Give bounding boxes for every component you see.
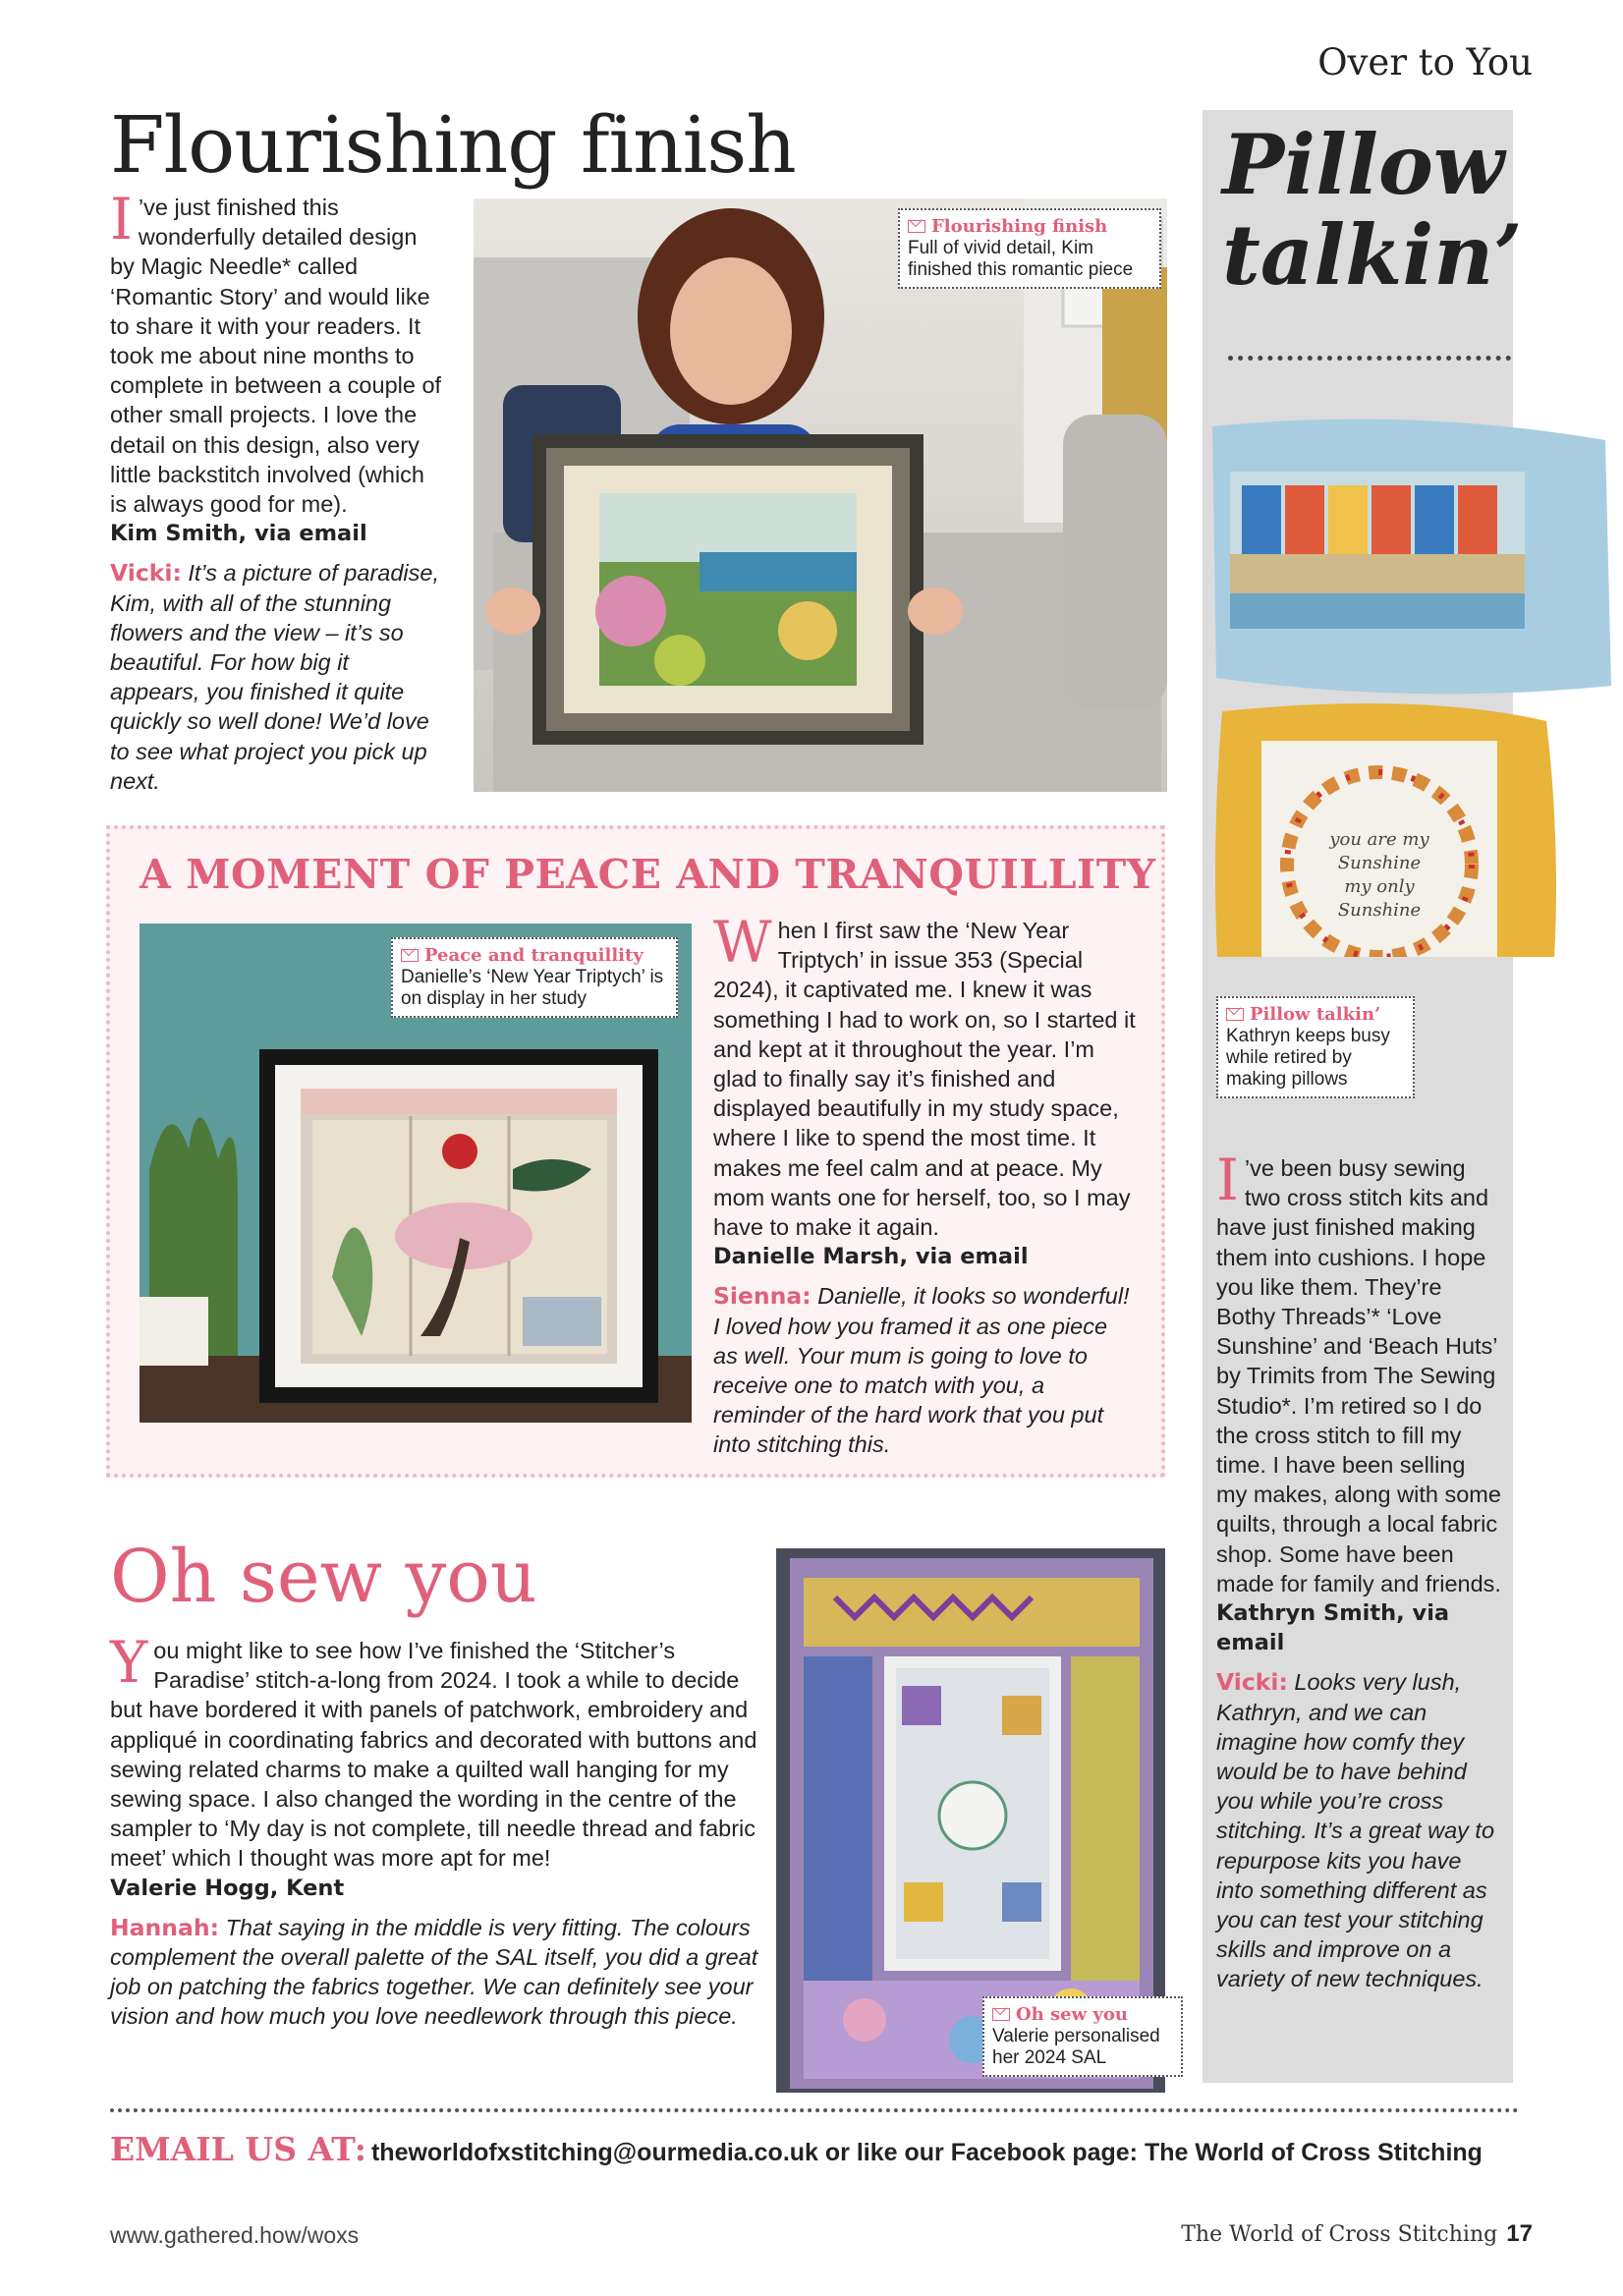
pillow-heading	[1222, 116, 1523, 304]
dropcap: I	[1216, 1147, 1239, 1213]
footer-url[interactable]: www.gathered.how/woxs	[110, 2222, 360, 2248]
magazine-title: The World of Cross Stitching	[1181, 2222, 1498, 2247]
caption-title: Oh sew you	[1016, 2004, 1128, 2025]
editor-reply	[713, 1281, 1136, 1459]
reply-name: Vicki:	[1216, 1668, 1288, 1697]
pillow-caption	[1216, 996, 1415, 1098]
dropcap: W	[713, 909, 772, 976]
reply-name: Hannah:	[110, 1913, 219, 1941]
cushion-text-line: Sunshine	[1337, 853, 1422, 873]
pillow-article	[1216, 1147, 1501, 1994]
peace-heading: A MOMENT OF PEACE AND TRANQUILLITY	[140, 851, 1156, 898]
letter-body: ou might like to see how I’ve finished the ‘Stitcher’s Paradise’ stitch-a-long from 2024. I took a while to decide but have bordered it with panels of patchwork, embroidery and appliqué in coordinating fabrics and decorated with buttons and sewing related charms to make a quilted wall hanging for my sewing space. I also changed the wording in the centre of the sampler to ‘My day is not complete, till needle thread and fabric meet’ which I thought was more apt for me!	[110, 1638, 757, 1872]
email-text[interactable]: theworldofxstitching@ourmedia.co.uk or like our Facebook page: The World of Cross Stitching	[370, 2139, 1483, 2166]
flourishing-heading: Flourishing finish	[110, 99, 796, 191]
caption-text: Full of vivid detail, Kim finished this romantic piece	[908, 238, 1134, 280]
pillow-photo	[1203, 407, 1623, 957]
caption-title: Flourishing finish	[931, 216, 1108, 237]
letter-signature: Kathryn Smith, via email	[1216, 1600, 1450, 1656]
caption-text: Danielle’s ‘New Year Triptych’ is on display in her study	[401, 967, 664, 1009]
envelope-icon	[401, 949, 419, 962]
sew-heading: Oh sew you	[110, 1535, 537, 1619]
envelope-icon	[1226, 1008, 1244, 1021]
cushion-text-line: Sunshine	[1337, 900, 1422, 921]
email-label: EMAIL US AT:	[110, 2130, 366, 2168]
pillow-heading-line1: Pillow	[1222, 116, 1505, 213]
peace-caption	[391, 937, 678, 1018]
section-title: Over to You	[1317, 41, 1533, 84]
cushion-text-line: my only	[1344, 876, 1415, 897]
peace-article	[713, 909, 1136, 1460]
dropcap: Y	[110, 1629, 148, 1696]
editor-reply	[110, 1913, 758, 2032]
letter-body: ’ve been busy sewing two cross stitch kits and have just finished making them into cushions. I hope you like them. They’re Bothy Threads’* ‘Love Sunshine’ and ‘Beach Huts’ by Trimits from The Sewing Studio*. I’m retired so I do the cross stitch to fill my time. I have been selling my makes, along with some quilts, through a local fabric shop. Some have been made for family and friends.	[1216, 1155, 1501, 1596]
page-number: 17	[1506, 2220, 1533, 2247]
email-divider	[110, 2108, 1519, 2112]
reply-name: Sienna:	[713, 1282, 812, 1311]
flourishing-article	[110, 186, 444, 796]
letter-signature: Valerie Hogg, Kent	[110, 1875, 345, 1901]
caption-text: Valerie personalised her 2024 SAL	[992, 2026, 1160, 2068]
dropcap: I	[110, 186, 133, 252]
reply-text: Looks very lush, Kathryn, and we can imagine how comfy they would be to have behind you while you’re cross stitching. It’s a great way to repurpose kits you have into something different as you can test your stitching skills and improve on a variety of new techniques.	[1216, 1669, 1495, 1992]
sew-article	[110, 1629, 758, 2032]
footer-right	[1181, 2220, 1533, 2248]
cushion-text-line: you are my	[1329, 829, 1429, 850]
caption-title: Peace and tranquillity	[424, 945, 644, 966]
divider	[1228, 356, 1511, 361]
reply-text: That saying in the middle is very fitting. The colours complement the overall palette of the SAL itself, you did a great job on patching the fabrics together. We can definitely see your vision and how much you love needlework through this piece.	[110, 1914, 758, 2030]
letter-signature: Kim Smith, via email	[110, 521, 367, 547]
letter-body: hen I first saw the ‘New Year Triptych’ in issue 353 (Special 2024), it captivated me. I knew it was something I had to work on, so I started it and kept at it throughout the year. I’m glad to finally say it’s finished and displayed beautifully in my study space, where I like to spend the most time. It makes me feel calm and at peace. My mom wants one for herself, too, so I may have to make it again.	[713, 918, 1136, 1241]
envelope-icon	[908, 220, 925, 233]
pillow-heading-line2: talkin’	[1222, 206, 1523, 304]
reply-text: Danielle, it looks so wonderful! I loved how you framed it as one piece as well. Your mum is going to love to receive one to match with you, a reminder of the hard work that you put into stitching this.	[713, 1283, 1130, 1458]
envelope-icon	[992, 2008, 1010, 2021]
flourishing-caption	[898, 208, 1161, 289]
letter-body: ’ve just finished this wonderfully detailed design by Magic Needle* called ‘Romantic Story’ and would like to share it with your readers. It took me about nine months to complete in between a couple of other small projects. I love the detail on this design, also very little backstitch involved (which is always good for me).	[110, 195, 442, 518]
editor-reply	[1216, 1667, 1501, 1993]
email-bar	[110, 2130, 1483, 2168]
reply-text: It’s a picture of paradise, Kim, with all of the stunning flowers and the view – it’s so beautiful. For how big it appears, you finished it quite quickly so well done! We’d love to see what project you pick up next.	[110, 560, 439, 794]
reply-name: Vicki:	[110, 559, 182, 588]
caption-text: Kathryn keeps busy while retired by making pillows	[1226, 1026, 1390, 1090]
sew-caption	[982, 1996, 1183, 2077]
editor-reply	[110, 558, 444, 796]
caption-title: Pillow talkin’	[1250, 1004, 1381, 1025]
letter-signature: Danielle Marsh, via email	[713, 1244, 1029, 1270]
